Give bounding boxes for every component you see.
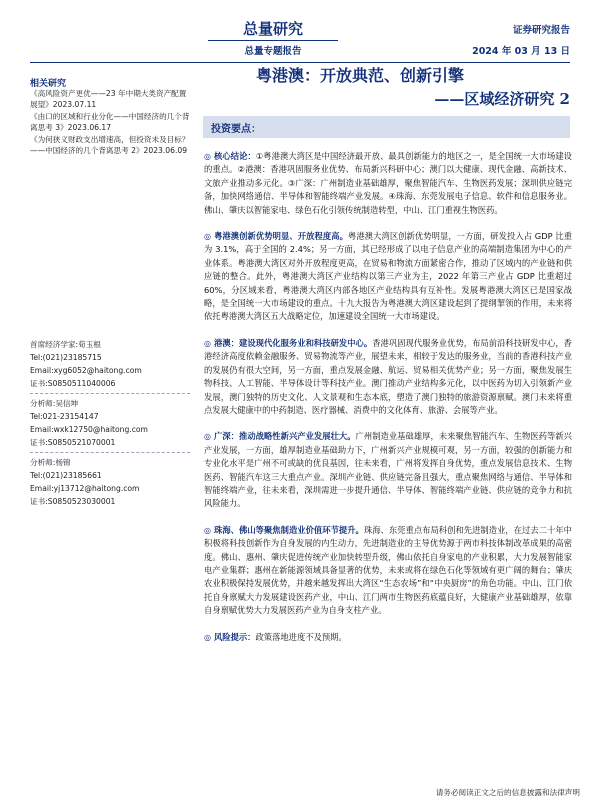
analyst-email[interactable]: Email:wxk12750@haitong.com: [30, 425, 148, 434]
section-header-bar: [203, 116, 570, 138]
legal-disclaimer-footer: 请务必阅读正文之后的信息披露和法律声明: [435, 788, 580, 797]
key-point-paragraph: [204, 337, 572, 417]
analyst-tel: Tel:021-23154147: [30, 412, 99, 421]
key-point-text: 香港巩固现代服务业优势，布局前沿科技研发中心，香港经济高度依赖金融服务、贸易物流等产业，展望未来，相较于发达的服务业，当前的香港科技产业的发展仍有很大空间，另一方面，重点发展金融、航运、贸易相关优势产业；另一方面，聚焦发展生物科技、人工智能、半导体设计等科技产业。澳门推动产业结构多元化，以中医药为切入引领新产业发展，澳门独特的历史文化、人文景观和生态本底，塑造了澳门独特的旅游资源禀赋。澳门未来将重点发展大健康中的中药制造、医疗器械、消费中的文化体育、旅游、会展等产业。: [204, 337, 572, 415]
analyst-name: 首席经济学家:荀玉根: [30, 340, 101, 349]
page-title: 粤港澳：开放典范、创新引擎: [255, 66, 464, 85]
analyst-divider: [30, 452, 190, 454]
bullet-icon: ◎: [204, 632, 211, 642]
analyst-contacts: [30, 338, 192, 508]
bullet-icon: ◎: [204, 432, 212, 442]
bullet-icon: ◎: [204, 525, 212, 535]
key-point-paragraph: [204, 230, 572, 324]
key-point-paragraph: [204, 430, 572, 510]
key-point-text: ①粤港澳大湾区是中国经济最开放、最具创新能力的地区之一，是全国统一大市场建设的重点。②港澳：香港巩固服务业优势、布局新兴科研中心；澳门以大健康、现代金融、高新技术、文旅产业推动多元化。③广深：广州制造业基础雄厚，聚焦智能汽车、生物医药发展；深圳供应链完备，加快网络通信、半导体和智能终端产业发展。④珠海、东莞发展电子信息、软件和信息服务业。佛山、肇庆以智能家电、绿色石化引领传统制造转型，中山、江门重视生物医药。: [204, 151, 572, 215]
analyst-cert: 证书:S0850523030001: [30, 497, 116, 506]
key-point-paragraph: [204, 524, 572, 618]
related-research-list: [30, 88, 192, 157]
key-point-text: 政策落地进度不及预期。: [255, 631, 347, 642]
header-divider: [30, 62, 570, 63]
key-point-lead: 港澳：建设现代化服务业和科技研发中心。: [214, 337, 373, 348]
bullet-icon: ◎: [204, 232, 212, 242]
key-point-lead: 珠海、佛山等聚焦制造业价值环节提升。: [214, 524, 364, 535]
analyst-divider: [30, 393, 190, 395]
analyst-block: [30, 397, 192, 449]
key-point-text: 广州制造业基础雄厚，未来聚焦智能汽车、生物医药等新兴产业发展，一方面，雄厚制造业基础助力下，广州新兴产业规模可观，另一方面，较强的创新能力和专业化水平是广州不可或缺的优良基因，往未来看，广州将发挥自身优势，重点发展信息技术、生物医药、智能汽车这三大重点产业。深圳产业链、供应链完备且强大，重点聚焦网络与通信、半导体和智能终端产业，往未来看，深圳需进一步提升通信、半导体、智能终端产业链、供应链的竞争力和抗风险能力。: [204, 431, 572, 509]
analyst-cert: 证书:S0850511040006: [30, 379, 116, 388]
key-point-paragraph: [204, 631, 572, 644]
related-research-label: 相关研究: [30, 79, 67, 89]
key-point-text: 珠海、东莞重点布局科创和先进制造业，在过去二十年中积极将科技创新作为自身发展的内生动力，先进制造业的主导优势源于两市科技体制改革成果的高密度。佛山、惠州、肇庆促进传统产业加快转型升级，佛山依托自身家电的产业积累，大力发展智能家电产业集群；惠州在新能源领域具备显著的优势，未来或将在绿色石化等领域有更广阔的舞台；肇庆农业积极保持发展优势，并越来越发挥出大湾区“生态农场”和“中央厨房”的角色功能。中山、江门依托自身禀赋大力发展建设医药产业，中山、江门两市生物医药底蕴良好，大健康产业基础雄厚，依靠自身禀赋优势大力发展医药产业为自身支柱产业。: [204, 524, 572, 616]
analyst-cert: 证书:S0850521070001: [30, 438, 116, 447]
key-point-lead: 风险提示：: [213, 631, 256, 642]
analyst-email[interactable]: Email:yj13712@haitong.com: [30, 484, 140, 493]
analyst-block: [30, 338, 192, 390]
report-date: 2024 年 03 月 13 日: [472, 46, 570, 57]
related-research-item[interactable]: 《为何狭义财政支出增速高，但投资未及目标？——中国经济的几个背离思考 2》2023.06.09: [30, 135, 190, 155]
bullet-icon: ◎: [204, 152, 212, 161]
analyst-name: 分析师:吴信坤: [30, 399, 79, 408]
key-point-lead: 核心结论：: [214, 151, 256, 161]
key-point-lead: 粤港澳创新优势明显、开放程度高。: [214, 231, 348, 242]
related-research-item[interactable]: 《由口的区域和行业分化——中国经济的几个背离思考 3》2023.06.17: [30, 112, 190, 132]
analyst-email[interactable]: Email:xyg6052@haitong.com: [30, 366, 142, 375]
report-series: [208, 20, 338, 38]
header-rule: [208, 40, 338, 41]
analyst-block: [30, 456, 192, 508]
analyst-name: 分析师:杨锦: [30, 458, 71, 467]
related-research-item[interactable]: 《高风险资产更优——23 年中期大类资产配置展望》2023.07.11: [30, 89, 187, 109]
section-label: 投资要点：: [211, 124, 261, 135]
key-point-lead: 广深：推动战略性新兴产业发展壮大。: [214, 431, 356, 442]
key-point-text: 粤港澳大湾区创新优势明显，一方面，研发投入占 GDP 比重为 3.1%，高于全国的 2.4%；另一方面，其已经形成了以电子信息产业的高端制造集团为中心的产业体系。粤港澳大湾区对外开放程度更高，在贸易和物流方面紧密合作，推动了区域内的产业链和供应链的整合。此外，粤港澳大湾区产业结构以第三产业为主，2022 年第三产业占 GDP 比重超过 60%，分区域来看，粤港澳大湾区内部各地区产业结构具有互补性。发展粤港澳大湾区已是国家战略，是全国统一大市场建设的重点。十九大报告为粤港澳大湾区建设起到了提纲挈领的作用，未来将依托粤港澳大湾区五大战略定位，加速建设全国统一大市场建设。: [204, 231, 572, 322]
analyst-tel: Tel:(021)23185715: [30, 353, 102, 362]
key-points: [204, 150, 572, 657]
page-subtitle: ——区域经济研究 2: [434, 90, 570, 108]
report-type: 证券研究报告: [512, 25, 570, 36]
series-title: 总量研究: [242, 20, 303, 38]
key-point-paragraph: [204, 150, 572, 217]
analyst-tel: Tel:(021)23185661: [30, 471, 102, 480]
bullet-icon: ◎: [204, 338, 212, 348]
series-subtitle: 总量专题报告: [244, 46, 302, 57]
